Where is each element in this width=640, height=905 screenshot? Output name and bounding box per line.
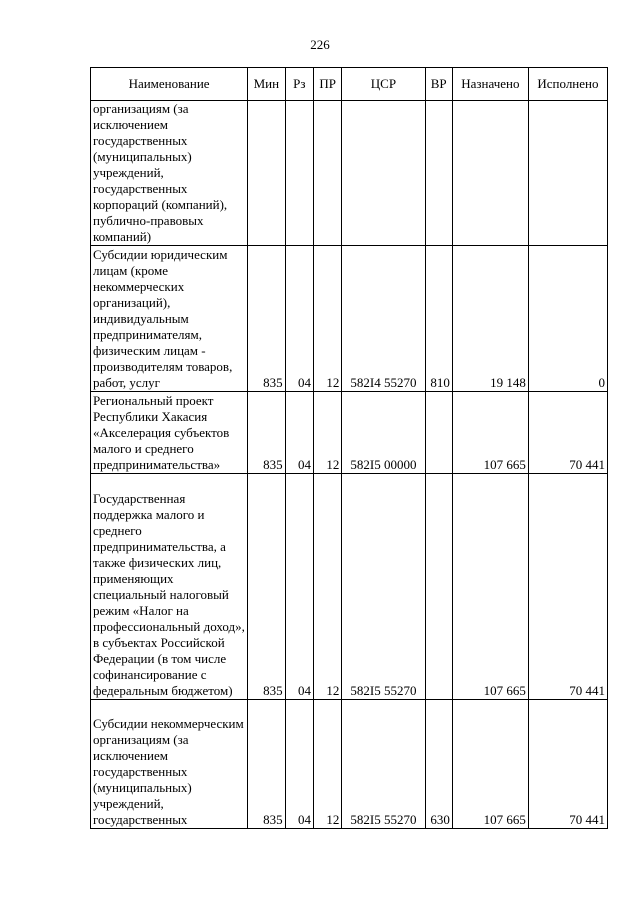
row-pr: 12 — [314, 474, 342, 700]
row-executed: 0 — [528, 246, 607, 392]
table-row — [91, 101, 608, 246]
row-min: 835 — [248, 700, 286, 829]
header-pr: ПР — [314, 68, 342, 101]
header-rz: Рз — [285, 68, 313, 101]
row-pr: 12 — [314, 246, 342, 392]
row-rz: 04 — [285, 246, 313, 392]
row-csr: 582I5 55270 — [342, 474, 425, 700]
row-min: 835 — [248, 392, 286, 474]
row-executed: 70 441 — [528, 392, 607, 474]
row-executed: 70 441 — [528, 474, 607, 700]
row-name: Субсидии юридическим лицам (кроме некоммерческих организаций), индивидуальным предпринимателям, физическим лицам - производителям товаров, работ, услуг — [91, 246, 248, 392]
header-name: Наименование — [91, 68, 248, 101]
row-executed — [528, 101, 607, 246]
row-rz: 04 — [285, 392, 313, 474]
row-csr: 582I4 55270 — [342, 246, 425, 392]
table-row — [91, 700, 608, 829]
row-csr: 582I5 55270 — [342, 700, 425, 829]
page-number: 226 — [310, 37, 330, 52]
header-csr: ЦСР — [342, 68, 425, 101]
row-csr — [342, 101, 425, 246]
header-min: Мин — [248, 68, 286, 101]
header-vr: ВР — [425, 68, 452, 101]
row-csr: 582I5 00000 — [342, 392, 425, 474]
row-assigned: 107 665 — [452, 700, 528, 829]
row-name: Государственная поддержка малого и среднего предпринимательства, а также физических лиц, применяющих специальный налоговый режим «Налог на профессиональный доход», в субъектах Российской Федерации (в том числе софинансирование с федеральным бюджетом) — [91, 474, 248, 700]
row-name: Субсидии некоммерческим организациям (за исключением государственных (муниципальных) учреждений, государственных — [91, 700, 248, 829]
row-pr — [314, 101, 342, 246]
header-executed: Исполнено — [528, 68, 607, 101]
table-row — [91, 246, 608, 392]
row-assigned: 107 665 — [452, 392, 528, 474]
row-pr: 12 — [314, 700, 342, 829]
row-assigned: 19 148 — [452, 246, 528, 392]
row-rz: 04 — [285, 700, 313, 829]
table-row — [91, 474, 608, 700]
row-rz: 04 — [285, 474, 313, 700]
row-pr: 12 — [314, 392, 342, 474]
row-min: 835 — [248, 246, 286, 392]
row-vr — [425, 474, 452, 700]
table-header-row — [91, 68, 608, 101]
table-row — [91, 392, 608, 474]
row-rz — [285, 101, 313, 246]
budget-table — [90, 67, 608, 829]
row-vr — [425, 101, 452, 246]
row-vr: 810 — [425, 246, 452, 392]
row-name: Региональный проект Республики Хакасия «Акселерация субъектов малого и среднего предпринимательства» — [91, 392, 248, 474]
header-assigned: Назначено — [452, 68, 528, 101]
row-vr — [425, 392, 452, 474]
row-assigned: 107 665 — [452, 474, 528, 700]
row-executed: 70 441 — [528, 700, 607, 829]
row-min: 835 — [248, 474, 286, 700]
row-assigned — [452, 101, 528, 246]
row-name: организациям (за исключением государственных (муниципальных) учреждений, государственных корпораций (компаний), публично-правовых компаний) — [91, 101, 248, 246]
row-vr: 630 — [425, 700, 452, 829]
row-min — [248, 101, 286, 246]
